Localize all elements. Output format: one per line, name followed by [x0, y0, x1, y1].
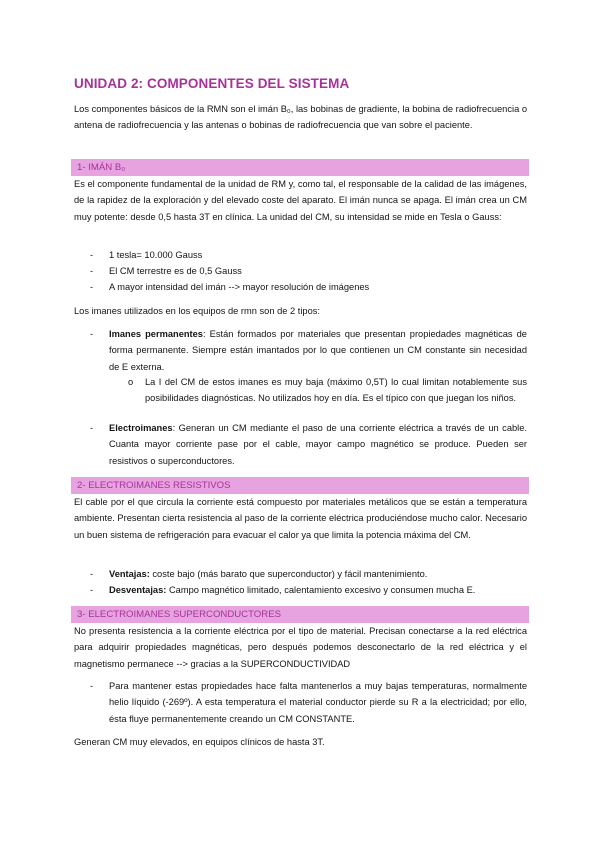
bullet-dash: - — [90, 681, 94, 691]
term-text: coste bajo (más barato que superconductor) y fácil mantenimiento. — [149, 569, 428, 579]
list-item: A mayor intensidad del imán --> mayor resolución de imágenes — [109, 282, 370, 292]
bullet-circle: o — [128, 377, 134, 387]
section-heading-iman — [71, 159, 529, 176]
term-label: Imanes permanentes — [109, 329, 203, 339]
section-heading-superconductores — [71, 606, 529, 623]
list-item-electroimanes — [109, 420, 527, 469]
bullet-dash: - — [90, 585, 94, 595]
iman-paragraph: Es el componente fundamental de la unidad de RM y, como tal, el responsable de la calidad de las imágenes, de la rapidez de la exploración y del elevado coste del aparato. El imán nunca se apaga. El imán crea un CM muy potente: desde 0,5 hasta 3T en clínica. La unidad del CM, su intensidad se mide en Tesla o Gauss: — [74, 179, 527, 222]
resistivos-paragraph: El cable por el que circula la corriente está compuesto por materiales metálicos que se están a temperatura ambiente. Presentan cierta resistencia al paso de la corriente eléctrica produciéndose mucho calor. Necesario un buen sistema de refrigeración para evacuar el calor ya que limita la potencia máxima del CM. — [74, 497, 527, 540]
bullet-dash: - — [90, 423, 94, 433]
closing-paragraph: Generan CM muy elevados, en equipos clínicos de hasta 3T. — [74, 737, 325, 747]
bullet-dash: - — [90, 282, 94, 292]
term-label: Desventajas: — [109, 585, 167, 595]
section-heading-text: 1- IMÁN B₀ — [77, 162, 126, 173]
superconductores-paragraph: No presenta resistencia a la corriente eléctrica por el tipo de material. Precisan conectarse a la red eléctrica para adquirir propiedades magnéticas, pero después podemos desconectarlo de la red eléctrica y el magnetismo permanece --> gracias a la SUPERCONDUCTIVIDAD — [74, 626, 527, 669]
bullet-dash: - — [90, 329, 94, 339]
list-item-imanes-permanentes — [109, 326, 527, 375]
list-item: 1 tesla= 10.000 Gauss — [109, 250, 203, 260]
term-label: Ventajas: — [109, 569, 150, 579]
term-text: Campo magnético limitado, calentamiento excesivo y consumen mucha E. — [166, 585, 476, 595]
bullet-dash: - — [90, 569, 94, 579]
page-title: UNIDAD 2: COMPONENTES DEL SISTEMA — [74, 76, 350, 91]
list-item: Para mantener estas propiedades hace falta mantenerlos a muy bajas temperaturas, normalmente helio líquido (-269º). A esta temperatura el material conductor pierde su R a la electricidad; por ello, ésta fluye permanentemente creando un CM CONSTANTE. — [109, 681, 527, 724]
list-item: El CM terrestre es de 0,5 Gauss — [109, 266, 242, 276]
types-intro: Los imanes utilizados en los equipos de rmn son de 2 tipos: — [74, 306, 320, 316]
intro-paragraph: Los componentes básicos de la RMN son el imán B₀, las bobinas de gradiente, la bobina de radiofrecuencia o antena de radiofrecuencia y las antenas o bobinas de radiofrecuencia que van sobre el paciente. — [74, 104, 527, 131]
list-item-ventajas — [109, 566, 527, 582]
bullet-dash: - — [90, 266, 94, 276]
list-item-desventajas — [109, 582, 527, 598]
sub-list-item: La I del CM de estos imanes es muy baja (máximo 0,5T) lo cual limitan notablemente sus posibilidades diagnósticas. No utilizados hoy en día. Es el típico con que juegan los niños. — [145, 377, 527, 404]
section-heading-resistivos — [71, 477, 529, 494]
section-heading-text: 2- ELECTROIMANES RESISTIVOS — [77, 480, 231, 491]
term-label: Electroimanes — [109, 423, 173, 433]
term-text: : Están formados por materiales que presentan propiedades magnéticas de forma permanente. Siempre están imantados por lo que contienen un CM constante sin necesidad de E externa. — [109, 329, 527, 372]
bullet-dash: - — [90, 250, 94, 260]
term-text: : Generan un CM mediante el paso de una corriente eléctrica a través de un cable. Cuanta mayor corriente pase por el cable, mayor campo magnético se produce. Pueden ser resistivos o superconductores. — [109, 423, 527, 466]
section-heading-text: 3- ELECTROIMANES SUPERCONDUCTORES — [77, 609, 281, 620]
